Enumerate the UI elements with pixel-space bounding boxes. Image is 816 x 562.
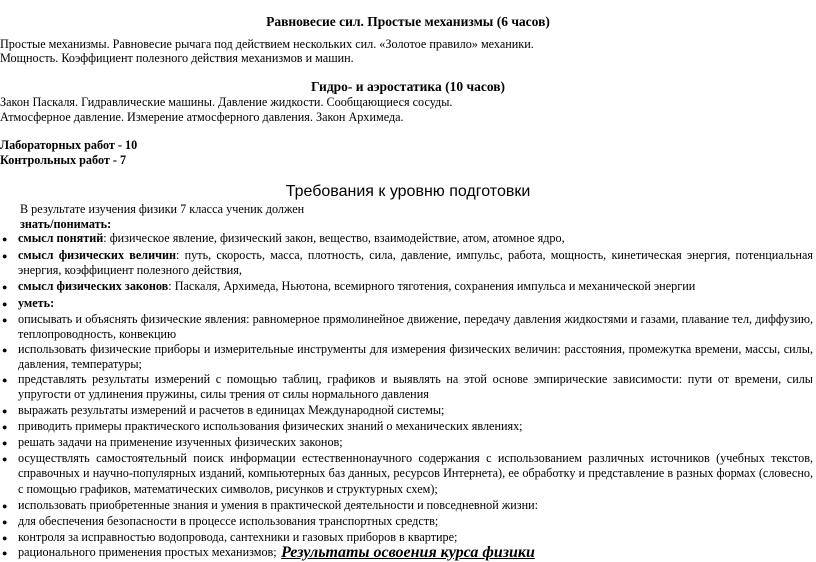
results-title: Результаты освоения курса физики bbox=[281, 544, 535, 561]
list-item bbox=[18, 403, 813, 418]
section-title-equilibrium: Равновесие сил. Простые механизмы (6 часов) bbox=[266, 14, 550, 29]
requirements-title: Требования к уровню подготовки bbox=[285, 183, 531, 200]
list-item bbox=[18, 248, 813, 279]
bullet-icon: ● bbox=[2, 438, 8, 448]
list-item bbox=[18, 342, 813, 373]
bullet-icon: ● bbox=[2, 315, 8, 325]
list-item-text: выражать результаты измерений и расчетов в единицах Международной системы; bbox=[18, 403, 445, 417]
list-item-text: для обеспечения безопасности в процессе использования транспортных средств; bbox=[18, 514, 439, 528]
list-item bbox=[18, 279, 813, 294]
bullet-icon: ● bbox=[2, 345, 8, 355]
list-item-term: смысл физических законов bbox=[18, 279, 169, 293]
section-text-line: Простые механизмы. Равновесие рычага под действием нескольких сил. «Золотое правило» механики. bbox=[0, 37, 534, 51]
list-item bbox=[18, 498, 813, 513]
list-item-text: : путь, скорость, масса, плотность, сила, давление, импульс, работа, мощность, кинетическая энергия, потенциальная энергия, коэффициент полезного действия, bbox=[18, 248, 813, 278]
list-item-text: приводить примеры практического использования физических знаний о механических явлениях; bbox=[18, 419, 523, 433]
list-item-text: : Паскаля, Архимеда, Ньютона, всемирного тяготения, сохранения импульса и механической энергии bbox=[168, 279, 696, 293]
list-item-text: рационального применения простых механизмов; bbox=[18, 545, 277, 559]
bullet-icon: ● bbox=[2, 533, 8, 543]
list-item-term: уметь: bbox=[18, 296, 55, 310]
bullet-icon: ● bbox=[2, 422, 8, 432]
list-item-text: осуществлять самостоятельный поиск информации естественнонаучного содержания с использованием различных источников (учебных текстов, справочных и научно-популярных изданий, компьютерных баз данных, ресурсов Интернета), ее обработку и представление в разных формах (словесно, с помощью графиков, математических символов, рисунков и структурных схем); bbox=[18, 451, 813, 496]
bullet-icon: ● bbox=[2, 454, 8, 464]
list-item-text: описывать и объяснять физические явления: равномерное прямолинейное движение, передачу давления жидкостями и газами, плавание тел, диффузию, теплопроводность, конвекцию bbox=[18, 312, 813, 342]
control-works-count: Контрольных работ - 7 bbox=[0, 153, 127, 167]
section-text-line: Закон Паскаля. Гидравлические машины. Давление жидкости. Сообщающиеся сосуды. bbox=[0, 95, 453, 109]
list-item-text: использовать физические приборы и измерительные инструменты для измерения физических величин: расстояния, промежутка времени, массы, силы, давления, температуры; bbox=[18, 342, 813, 372]
know-label: знать/понимать: bbox=[20, 217, 112, 231]
section-text-line: Мощность. Коэффициент полезного действия механизмов и машин. bbox=[0, 51, 354, 65]
bullet-icon: ● bbox=[2, 375, 8, 385]
list-item bbox=[18, 451, 813, 497]
section-title-hydrostatics: Гидро- и аэростатика (10 часов) bbox=[310, 79, 506, 94]
list-item-text: контроля за исправностью водопровода, сантехники и газовых приборов в квартире; bbox=[18, 530, 458, 544]
list-item-term: смысл физических величин bbox=[18, 248, 177, 262]
section-text-line: Атмосферное давление. Измерение атмосферного давления. Закон Архимеда. bbox=[0, 110, 404, 124]
bullet-icon: ● bbox=[2, 251, 8, 261]
list-item bbox=[18, 514, 813, 529]
list-item-text: решать задачи на применение изученных физических законов; bbox=[18, 435, 343, 449]
list-item-text: : физическое явление, физический закон, вещество, взаимодействие, атом, атомное ядро, bbox=[103, 231, 565, 245]
bullet-icon: ● bbox=[2, 548, 8, 558]
lab-works-count: Лабораторных работ - 10 bbox=[0, 138, 138, 152]
list-item-term: смысл понятий bbox=[18, 231, 104, 245]
bullet-icon: ● bbox=[2, 501, 8, 511]
list-item bbox=[18, 372, 813, 403]
bullet-icon: ● bbox=[2, 406, 8, 416]
bullet-icon: ● bbox=[2, 282, 8, 292]
list-item bbox=[18, 296, 813, 311]
bullet-icon: ● bbox=[2, 299, 8, 309]
list-item bbox=[18, 312, 813, 343]
list-item-text: представлять результаты измерений с помощью таблиц, графиков и выявлять на этой основе эмпирические зависимости: пути от времени, силы упругости от удлинения пружины, силы трения от силы нормального давления bbox=[18, 372, 813, 402]
list-item-text: использовать приобретенные знания и умения в практической деятельности и повседневной жизни: bbox=[18, 498, 539, 512]
list-item bbox=[18, 419, 813, 434]
list-item bbox=[18, 231, 813, 246]
bullet-icon: ● bbox=[2, 517, 8, 527]
requirements-intro: В результате изучения физики 7 класса ученик должен bbox=[20, 202, 305, 216]
list-item bbox=[18, 435, 813, 450]
bullet-icon: ● bbox=[2, 234, 8, 244]
